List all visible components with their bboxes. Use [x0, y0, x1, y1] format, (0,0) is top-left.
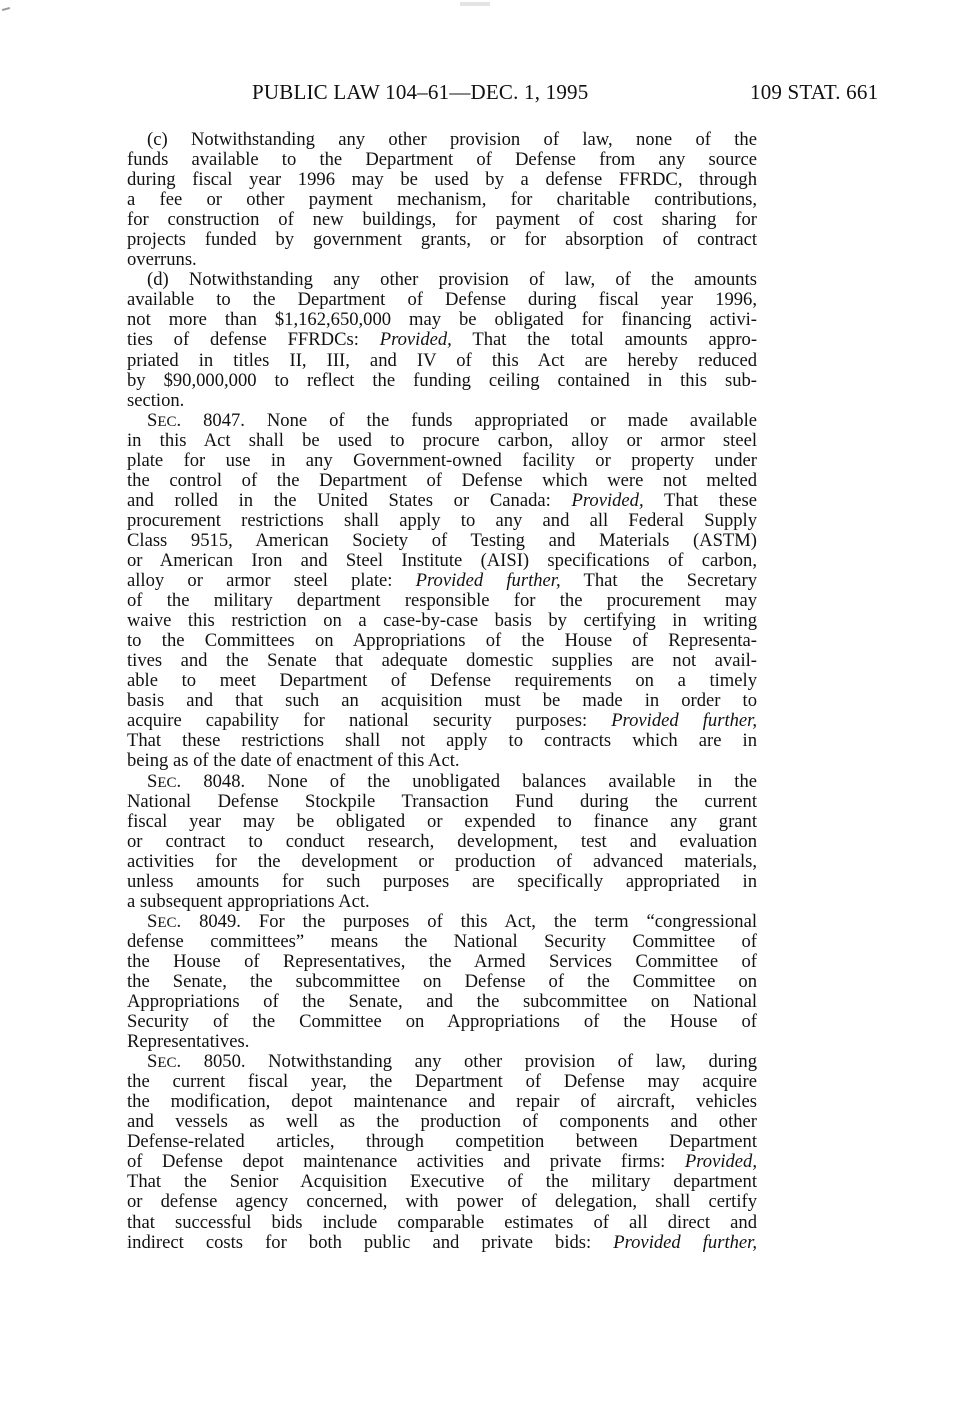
text-segment: procurement restrictions shall apply to any and all Federal Supply — [127, 509, 757, 531]
text-line — [127, 832, 757, 852]
text-segment: fiscal year may be obligated or expended to finance any grant — [127, 810, 757, 832]
text-segment: . 8049. For the purposes of this Act, the term “congressional — [176, 910, 757, 932]
text-segment: being as of the date of enactment of this Act. — [127, 750, 460, 772]
text-segment: or American Iron and Steel Institute (AISI) specifications of carbon, — [127, 549, 757, 571]
text-line — [127, 852, 757, 872]
text-segment: S — [147, 409, 158, 431]
text-line — [127, 571, 757, 591]
text-segment: during fiscal year 1996 may be used by a defense FFRDC, through — [127, 169, 757, 191]
text-segment: overruns. — [127, 249, 197, 271]
italic-text: Provided further, — [415, 570, 561, 592]
text-segment: EC — [157, 774, 177, 791]
text-segment: . 8050. Notwithstanding any other provision of law, during — [176, 1051, 757, 1073]
text-segment: the modification, depot maintenance and repair of aircraft, vehicles — [127, 1091, 757, 1113]
text-segment: the current fiscal year, the Department of Defense may acquire — [127, 1071, 757, 1093]
italic-text: Provided, — [684, 1151, 757, 1173]
text-segment: priated in titles II, III, and IV of this Act are hereby reduced — [127, 349, 757, 371]
text-segment: National Defense Stockpile Transaction Fund during the current — [127, 790, 757, 812]
text-segment: section. — [127, 389, 185, 411]
text-line — [127, 711, 757, 731]
text-line — [127, 1152, 757, 1172]
text-segment: a fee or other payment mechanism, for charitable contributions, — [127, 189, 757, 211]
text-line — [127, 631, 757, 651]
text-segment: acquire capability for national security purposes: — [127, 710, 612, 732]
text-line — [127, 1052, 757, 1072]
text-line — [127, 531, 757, 551]
text-line — [127, 892, 757, 912]
text-line — [127, 491, 757, 511]
text-segment: Defense-related articles, through competition between Department — [127, 1131, 757, 1153]
text-line — [127, 1112, 757, 1132]
text-line — [127, 391, 757, 411]
text-segment: the control of the Department of Defense which were not melted — [127, 469, 757, 491]
text-line — [127, 210, 757, 230]
text-line — [127, 1213, 757, 1233]
text-line — [127, 1032, 757, 1052]
text-segment: Appropriations of the Senate, and the subcommittee on National — [127, 991, 757, 1013]
text-line — [127, 451, 757, 471]
text-line — [127, 411, 757, 431]
text-segment: or defense agency concerned, with power of delegation, shall certify — [127, 1191, 757, 1213]
text-segment: by $90,000,000 to reflect the funding ceiling contained in this sub- — [127, 369, 757, 391]
document-body — [127, 130, 757, 1253]
text-line — [127, 731, 757, 751]
text-line — [127, 992, 757, 1012]
text-line — [127, 1092, 757, 1112]
text-segment: tives and the Senate that adequate domestic supplies are not avail- — [127, 650, 757, 672]
text-segment: able to meet Department of Defense requirements on a timely — [127, 670, 757, 692]
text-line — [127, 130, 757, 150]
text-line — [127, 1172, 757, 1192]
text-segment: . 8047. None of the funds appropriated or made available — [176, 409, 757, 431]
text-segment: EC — [157, 1055, 177, 1072]
italic-text: Provided, — [379, 329, 452, 351]
text-line — [127, 1072, 757, 1092]
text-segment: That the Senior Acquisition Executive of the military department — [127, 1171, 757, 1193]
text-line — [127, 230, 757, 250]
text-segment: funds available to the Department of Defense from any source — [127, 149, 757, 171]
text-line — [127, 932, 757, 952]
italic-text: Provided further, — [613, 1231, 757, 1253]
text-segment: unless amounts for such purposes are specifically appropriated in — [127, 870, 757, 892]
text-line — [127, 471, 757, 491]
text-segment: That the total amounts appro- — [451, 329, 758, 351]
text-line — [127, 651, 757, 671]
text-line — [127, 1012, 757, 1032]
text-line — [127, 250, 757, 270]
page-number: 109 STAT. 661 — [750, 80, 879, 104]
text-segment: . 8048. None of the unobligated balances available in the — [176, 770, 757, 792]
text-segment: (d) Notwithstanding any other provision of law, of the amounts — [147, 269, 757, 291]
text-segment: That the Secretary — [560, 570, 757, 592]
text-line — [127, 792, 757, 812]
scan-artifact — [2, 7, 10, 11]
text-segment: EC — [157, 914, 177, 931]
text-line — [127, 872, 757, 892]
text-line — [127, 351, 757, 371]
text-line — [127, 611, 757, 631]
text-line — [127, 190, 757, 210]
text-line — [127, 1132, 757, 1152]
text-segment: Representatives. — [127, 1031, 250, 1053]
text-line — [127, 1192, 757, 1212]
text-segment: of the military department responsible for the procurement may — [127, 590, 757, 612]
text-segment: for construction of new buildings, for payment of cost sharing for — [127, 209, 757, 231]
text-line — [127, 330, 757, 350]
italic-text: Provided, — [571, 489, 644, 511]
text-segment: basis and that such an acquisition must be made in order to — [127, 690, 757, 712]
text-segment: That these restrictions shall not apply to contracts which are in — [127, 730, 757, 752]
text-segment: alloy or armor steel plate: — [127, 570, 416, 592]
text-segment: (c) Notwithstanding any other provision of law, none of the — [147, 129, 757, 150]
text-segment: the Senate, the subcommittee on Defense of the Committee on — [127, 970, 757, 992]
text-line — [127, 671, 757, 691]
text-segment: in this Act shall be used to procure carbon, alloy or armor steel — [127, 429, 757, 451]
text-segment: That these — [643, 489, 757, 511]
text-segment: activities for the development or production of advanced materials, — [127, 850, 757, 872]
text-line — [127, 812, 757, 832]
text-line — [127, 691, 757, 711]
text-segment: Security of the Committee on Appropriations of the House of — [127, 1011, 757, 1033]
text-segment: and rolled in the United States or Canada: — [127, 489, 572, 511]
text-line — [127, 772, 757, 792]
text-segment: S — [147, 910, 158, 932]
text-segment: to the Committees on Appropriations of the House of Representa- — [127, 630, 757, 652]
text-segment: available to the Department of Defense during fiscal year 1996, — [127, 289, 757, 311]
text-segment: or contract to conduct research, development, test and evaluation — [127, 830, 757, 852]
text-segment: ties of defense FFRDCs: — [127, 329, 380, 351]
text-segment: Class 9515, American Society of Testing and Materials (ASTM) — [127, 529, 757, 551]
text-segment: defense committees” means the National Security Committee of — [127, 930, 757, 952]
text-segment: the House of Representatives, the Armed Services Committee of — [127, 950, 757, 972]
text-line — [127, 371, 757, 391]
text-segment: projects funded by government grants, or for absorption of contract — [127, 229, 757, 251]
text-line — [127, 952, 757, 972]
text-segment: not more than $1,162,650,000 may be obligated for financing activi- — [127, 309, 757, 331]
text-segment: indirect costs for both public and private bids: — [127, 1231, 614, 1253]
text-line — [127, 310, 757, 330]
scan-artifact — [460, 2, 490, 6]
text-line — [127, 431, 757, 451]
text-segment: of Defense depot maintenance activities and private firms: — [127, 1151, 685, 1173]
running-title: PUBLIC LAW 104–61—DEC. 1, 1995 — [252, 80, 589, 104]
text-segment: plate for use in any Government-owned facility or property under — [127, 449, 757, 471]
text-segment: that successful bids include comparable estimates of all direct and — [127, 1211, 757, 1233]
text-line — [127, 150, 757, 170]
text-line — [127, 1233, 757, 1253]
text-line — [127, 591, 757, 611]
text-line — [127, 270, 757, 290]
text-segment: waive this restriction on a case-by-case basis by certifying in writing — [127, 610, 757, 632]
text-segment: a subsequent appropriations Act. — [127, 890, 370, 912]
text-line — [127, 751, 757, 771]
text-line — [127, 511, 757, 531]
text-line — [127, 972, 757, 992]
text-segment: S — [147, 1051, 158, 1073]
text-line — [127, 551, 757, 571]
text-segment: S — [147, 770, 158, 792]
text-segment: EC — [157, 413, 177, 430]
page-header — [0, 80, 957, 106]
text-line — [127, 290, 757, 310]
text-line — [127, 170, 757, 190]
text-segment: and vessels as well as the production of components and other — [127, 1111, 757, 1133]
text-line — [127, 912, 757, 932]
italic-text: Provided further, — [611, 710, 757, 732]
